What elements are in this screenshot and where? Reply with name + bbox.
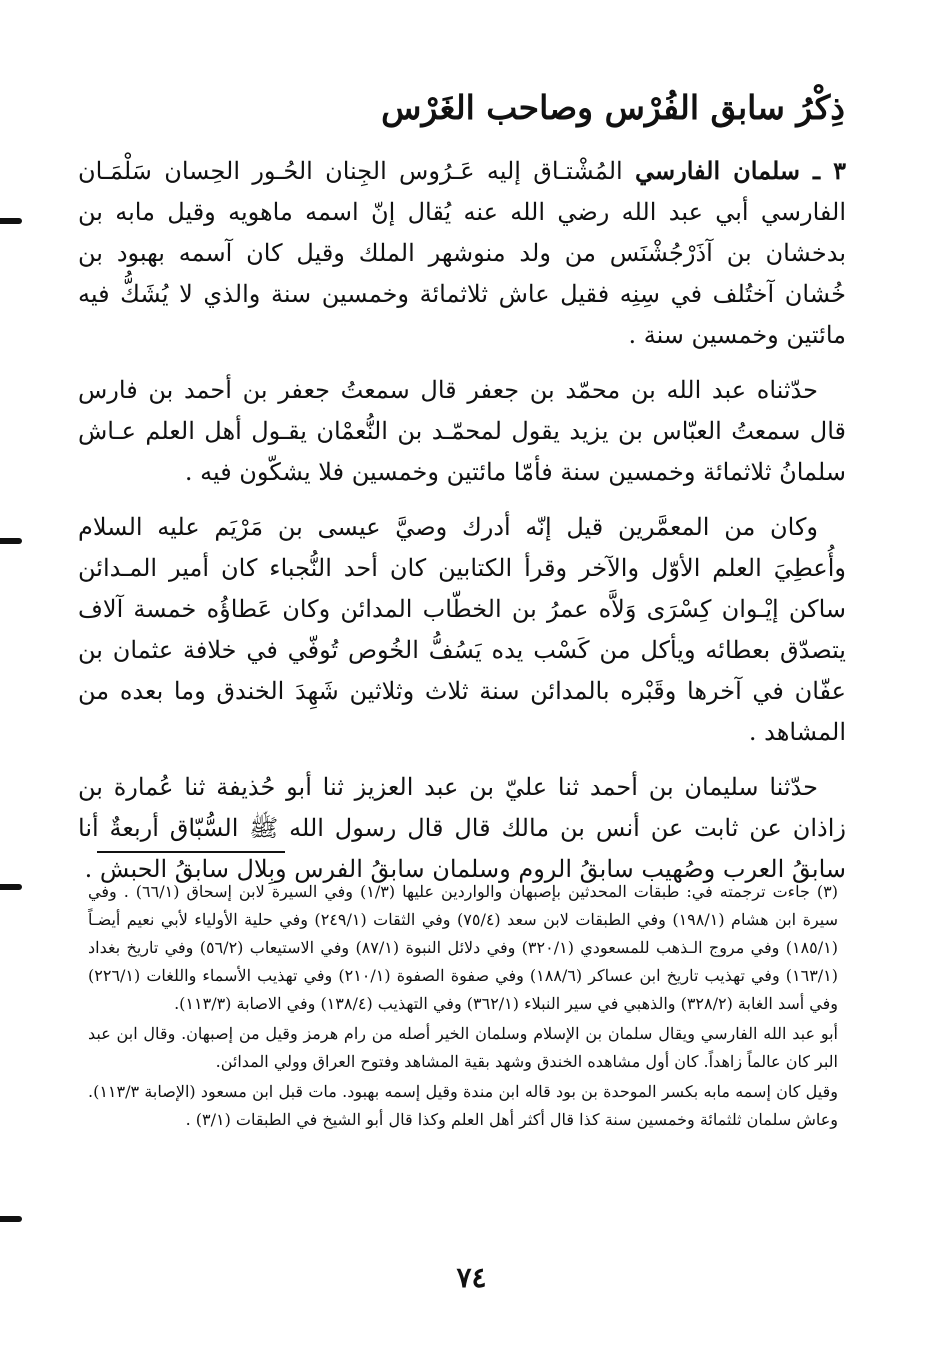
footnotes [88, 878, 838, 1136]
paragraph: حدّثناه عبد الله بن محمّد بن جعفر قال سمعتُ جعفر بن أحمد بن فارس قال سمعتُ العبّاس بن يزيد يقول لمحمّـد بن النُّعمْان يقـول أهل العلم عـاش سلمانُ ثلاثمائة وخمسين سنة فأمّا مائتين وخمسين فلا يشكّون فيه . [78, 376, 846, 486]
paragraph-text: المُشْتـاق إليه عَـرُوس الجِنان الحُـور الحِسان سَلْمَـان الفارسي أبي عبد الله رضي الله عنه يُقال إنّ اسمه ماهويه وقيل مابه بن بدخشان بن آذَرْجُشْنَس من ولد منوشهر الملك وقيل كان آسمه بهبود بن خُشان آختُلف في سِنِه فقيل عاش ثلاثمائة وخمسين سنة والذي لا يُشَكُّ فيه مائتين وخمسين سنة . [78, 157, 847, 349]
binding-mark [0, 1216, 22, 1222]
paragraph: وكان من المعمَّرين قيل إنّه أدرك وصيَّ عيسى بن مَرْيَم عليه السلام وأُعطِيَ العلم الأوّل والآخر وقرأ الكتابين كان أحد النُّجباء كان أمير المـدائن ساكن إيْـوان كِسْرَى وَلاَّه عمرُ بن الخطّاب المدائن وكان عَطاؤُه خمسة آلاف يتصدّق بعطائه ويأكل من كَسْب يده يَسُفُّ الخُوص تُوفّي في خلافة عثمان بن عفّان في آخرها وقَبْره بالمدائن سنة ثلاث وثلاثين شَهِدَ الخندق وما بعده من المشاهد . [78, 513, 847, 746]
paragraph [78, 150, 846, 356]
footnote-divider [97, 851, 285, 853]
main-text [78, 150, 846, 904]
section-heading: ذِكْرُ سابق الفُرْس وصاحب الغَرْس [381, 88, 845, 127]
binding-mark [0, 538, 22, 544]
binding-mark [0, 218, 22, 224]
footnote: أبو عبد الله الفارسي ويقال سلمان بن الإسلام وسلمان الخير أصله من رام هرمز وقيل من إصبهان. وقال ابن عبد البر كان عالماً زاهداً. كان أول مشاهده الخندق وشهد بقية المشاهد وفتوح العراق وولي المدائن. [88, 1024, 839, 1071]
footnote: (٣) جاءت ترجمته في: طبقات المحدثين بإصبهان والواردين عليها (١/٣) وفي السيرة لابن إسحاق (٦٦/١) . وفي سيرة ابن هشام (١٩٨/١) وفي الطبقات لابن سعد (٧٥/٤) وفي الثقات (٢٤٩/١) وفي حلية الأولياء لأبي نعيم أيضـاً (١٨٥/١) وفي مروج الـذهب للمسعودي (٣٢٠/١) وفي دلائل النبوة (٨٧/١) وفي الاستيعاب (٥٦/٢) وفي تاريخ بغداد (١٦٣/١) وفي تهذيب تاريخ ابن عساكر (١٨٨/٦) وفي صفوة الصفوة (٢١٠/١) وفي تهذيب الأسماء واللغات (٢٢٦/١) وفي أسد الغابة (٣٢٨/٢) والذهبي في سير النبلاء (٣٦٢/١) وفي التهذيب (١٣٨/٤) وفي الاصابة (١١٣/٣). [88, 882, 839, 1013]
entry-number: ٣ ـ سلمان الفارسي [635, 156, 846, 185]
page-number: ٧٤ [456, 1261, 487, 1294]
footnote: وقيل كان إسمه مابه بكسر الموحدة بن بود قاله ابن مندة وقيل إسمه بهبود. مات قبل ابن مسعود (الإصابة ١١٣/٣). وعاش سلمان ثلثمائة وخمسين سنة كذا قال أكثر أهل العلم وكذا قال أبو الشيخ في الطبقات (٣/١) . [88, 1082, 838, 1129]
paragraph: حدّثنا سليمان بن أحمد ثنا عليّ بن عبد العزيز ثنا أبو حُذيفة ثنا عُمارة بن زاذان عن ثابت عن أنس بن مالك قال قال رسول الله ﷺ السُّبّاق أربعةٌ أنا سابقُ العرب وصُهيب سابقُ الروم وسلمان سابقُ الفرس وبِلال سابقُ الحبش . [78, 773, 846, 883]
binding-mark [0, 884, 22, 890]
